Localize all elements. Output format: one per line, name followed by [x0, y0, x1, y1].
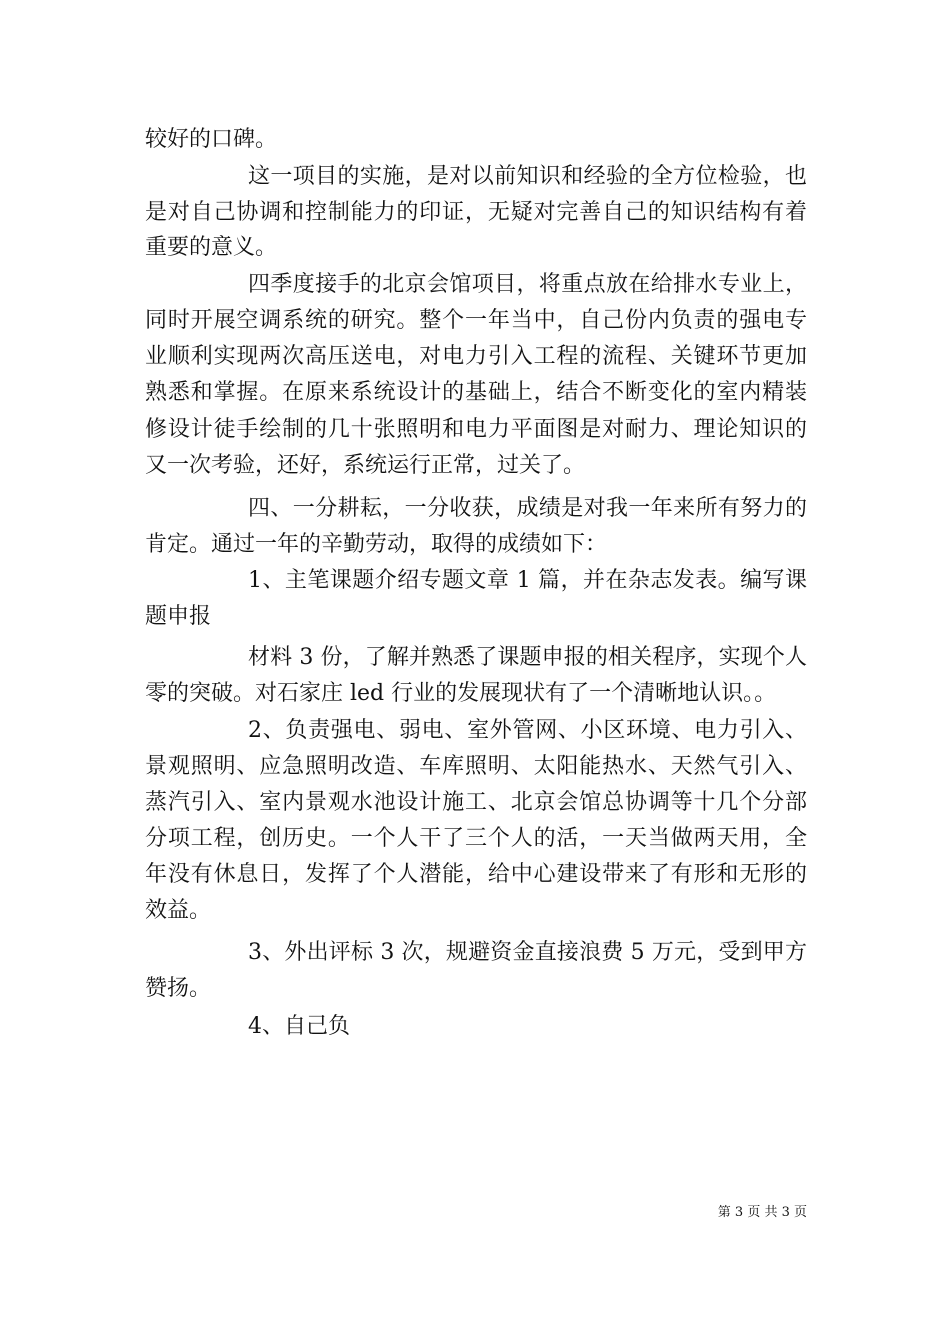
text-line-7: 业顺利实现两次高压送电，对电力引入工程的流程、关键环节更加 — [145, 344, 807, 369]
text-line-21: 年没有休息日，发挥了个人潜能，给中心建设带来了有形和无形的 — [145, 862, 807, 887]
text-line-8: 熟悉和掌握。在原来系统设计的基础上，结合不断变化的室内精装 — [145, 380, 807, 405]
text-line-17: 2、负责强电、弱电、室外管网、小区环境、电力引入、 — [248, 718, 807, 743]
text-line-9: 修设计徒手绘制的几十张照明和电力平面图是对耐力、理论知识的 — [145, 417, 807, 442]
text-line-3: 是对自己协调和控制能力的印证，无疑对完善自己的知识结构有着 — [145, 200, 807, 225]
text-line-24: 赞扬。 — [145, 976, 212, 1001]
text-line-13: 1、主笔课题介绍专题文章 1 篇，并在杂志发表。编写课 — [248, 568, 807, 593]
text-line-5: 四季度接手的北京会馆项目，将重点放在给排水专业上， — [248, 272, 807, 297]
text-line-23: 3、外出评标 3 次，规避资金直接浪费 5 万元，受到甲方 — [248, 940, 807, 965]
text-line-10: 又一次考验，还好，系统运行正常，过关了。 — [145, 453, 586, 478]
text-line-14: 题申报 — [145, 604, 212, 629]
text-line-11: 四、一分耕耘，一分收获，成绩是对我一年来所有努力的 — [248, 496, 807, 521]
text-line-22: 效益。 — [145, 898, 212, 923]
text-line-19: 蒸汽引入、室内景观水池设计施工、北京会馆总协调等十几个分部 — [145, 790, 807, 815]
text-line-2: 这一项目的实施，是对以前知识和经验的全方位检验，也 — [248, 164, 807, 189]
page-number-footer: 第 3 页 共 3 页 — [717, 1205, 807, 1220]
text-line-1: 较好的口碑。 — [145, 127, 278, 152]
text-line-20: 分项工程，创历史。一个人干了三个人的活，一天当做两天用，全 — [145, 826, 807, 851]
text-line-16: 零的突破。对石家庄 led 行业的发展现状有了一个清晰地认识。。 — [145, 681, 777, 706]
text-line-12: 肯定。通过一年的辛勤劳动，取得的成绩如下： — [145, 532, 608, 557]
text-line-15: 材料 3 份，了解并熟悉了课题申报的相关程序，实现个人 — [248, 645, 807, 670]
text-line-6: 同时开展空调系统的研究。整个一年当中，自己份内负责的强电专 — [145, 308, 807, 333]
text-line-4: 重要的意义。 — [145, 235, 278, 260]
text-line-18: 景观照明、应急照明改造、车库照明、太阳能热水、天然气引入、 — [145, 754, 807, 779]
text-line-25: 4、自己负 — [248, 1014, 350, 1039]
